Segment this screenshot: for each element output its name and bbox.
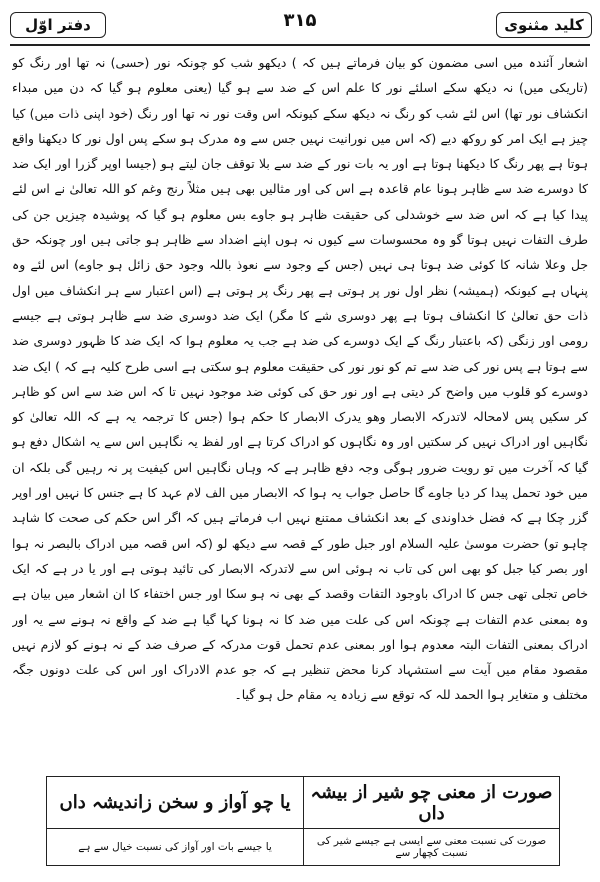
page-header [8, 8, 592, 42]
verse-table [46, 776, 560, 866]
commentary-text [12, 50, 588, 762]
verse-translation-2: یا جیسے بات اور آواز کی نسبت خیال سے ہے [78, 841, 272, 853]
volume-label-box: دفتر اوّل [10, 12, 106, 38]
verse-line-1-part-2: یا چو آواز و سخن زاندیشہ داں [47, 777, 303, 829]
verse-line-1-part-1: صورت از معنی چو شیر از بیشہ داں [303, 777, 559, 829]
verse-translation-1: صورت کی نسبت معنی سے ایسی ہے جیسے شیر کی نسبت کچھار سے [303, 829, 559, 865]
page-number: ۳۱۵ [283, 10, 317, 31]
book-title-box: کلید مثنوی [496, 12, 592, 38]
commentary-paragraph: اشعار آئندہ میں اسی مضمون کو بیان فرماتے ہیں کہ ) دیکھو شب کو چونکہ نور (حسی) نہ تھا اور رنگ کو (تاریکی میں) نہ دیکھ سکے اسلئے نور کا علم اس کے ضد سے ہو گیا (یعنی معلوم ہو گیا کہ دن میں مبداء انکشاف نور تھا) اس لئے شب کو رنگ نہ دیکھ سکے کیونکہ اس وقت نور نہ تھا اور رنگ (خود اپنی ذات میں) کیا چیز ہے ایک امر کو روکھ دیے (کہ اس میں نورانیت نہیں جس سے وہ مدرک ہو سکے پس اول نور کا دیکھنا واقع ہوتا ہے پھر رنگ کا دیکھنا ہوتا ہے اور یہ بات نور کے ضد سے بلا توقف جان لیتے ہو (جیسا اوپر گزرا اور ایک ضد کا دوسرے ضد سے ظاہر ہونا عام قاعدہ ہے اس کی اور مثالیں بھی ہیں مثلاً رنج وغم کو اللہ تعالیٰ نے اس لئے پیدا کیا ہے کہ اس ضد سے خوشدلی کی حقیقت ظاہر ہو جاوے بس معلوم ہو گیا کہ پوشیدہ چیزیں جن کی طرف التفات نہیں ہوتا گو وہ محسوسات سے کیوں نہ ہوں اپنے اضداد سے ظاہر ہو جاتی ہیں اور چونکہ حق جل وعلا شانہ کا کوئی ضد ہوتا ہی نہیں (جس کے وجود سے نعوذ باللہ وجود حق زائل ہو جاوے) اس لئے وہ پنہاں ہے کیونکہ (ہمیشہ) نظر اول نور پر ہوتی ہے پھر رنگ پر ہوتی ہے (اس اعتبار سے ہر انکشاف میں اول ذات حق تعالیٰ کا انکشاف ہوتا ہے پھر دوسری شے کا مگر) ایک ضد دوسری ضد سے ظاہر ہوتی ہے جیسے رومی اور زنگی (کہ باعتبار رنگ کے ایک دوسرے کی ضد ہے جب یہ معلوم ہوا کہ ایک ضد کا ظہور دوسری ضد سے ہوتا ہے پس نور کی ضد سے تم کو نور نور کی حقیقت معلوم ہو سکتی ہے اسی طرح کلیہ ہے کہ ) ایک ضد دوسرے کو قلوب میں واضح کر دیتی ہے اور نور حق کی کوئی ضد موجود نہیں تا کہ اس ضد سے اس کو ظاہر کر سکیں پس لامحالہ لاتدرکہ الابصار وھو یدرک الابصار کا حکم ہوا (جس کا ترجمہ یہ ہے کہ اللہ تعالیٰ کو نگاہیں اور ادراک نہیں کر سکتیں اور وہ نگاہوں کو ادراک کرتا ہے اور لفظ یہ نگاہیں اس سے یہ اشکال دفع ہو گیا کہ آخرت میں تو رویت ضرور ہوگی وجہ دفع ظاہر ہے کہ وہاں نگاہیں اس کیفیت پر نہ رہیں گی بلکہ ان میں خود تحمل پیدا کر دیا جاوے گا حاصل جواب یہ ہوا کہ الابصار میں الف لام عہد کا ہے جنس کا نہیں اور اوپر گزر چکا ہے کہ فضل خداوندی کے بعد انکشاف ممتنع نہیں اب فرماتے ہیں کہ اگر اس حکم کی صحت کا شاہد چاہو تو) حضرت موسیٰ علیہ السلام اور جبل طور کے قصہ سے دیکھ لو (کہ اس قصہ میں ادراک بالبصر نہ ہوا اور بصر کیا جبل کو بھی اس کی تاب نہ ہوئی اس سے لاتدرکہ الابصار کی تائید ہوتی ہے اور یا در ہے کہ ایک خاص تجلی تھی جس کا ادراک باوجود التفات وقصد کے بھی نہ ہو سکا اور جس اختفاء کا ان اشعار میں بیان ہے وہ بمعنی عدم التفات ہے چونکہ اس کی علت میں ضد کا نہ ہونا کہا گیا ہے ضد کے واقع نہ ہونے سے یہ اور ادراک بمعنی التفات البتہ معدوم ہوا اور بمعنی عدم تحمل قوت مدرکہ کے صرف ضد کے نہ ہونے کو لازم نہیں مقصود مقام میں آیت سے استشہاد کرنا محض تنظیر ہے کہ جو عدم الادراک اور اس کی علت دونوں جگہ مختلف و متغایر ہوا الحمد للہ کہ توقع سے زیادہ یہ مقام حل ہو گیا۔ [12, 55, 588, 703]
header-divider [10, 44, 590, 46]
